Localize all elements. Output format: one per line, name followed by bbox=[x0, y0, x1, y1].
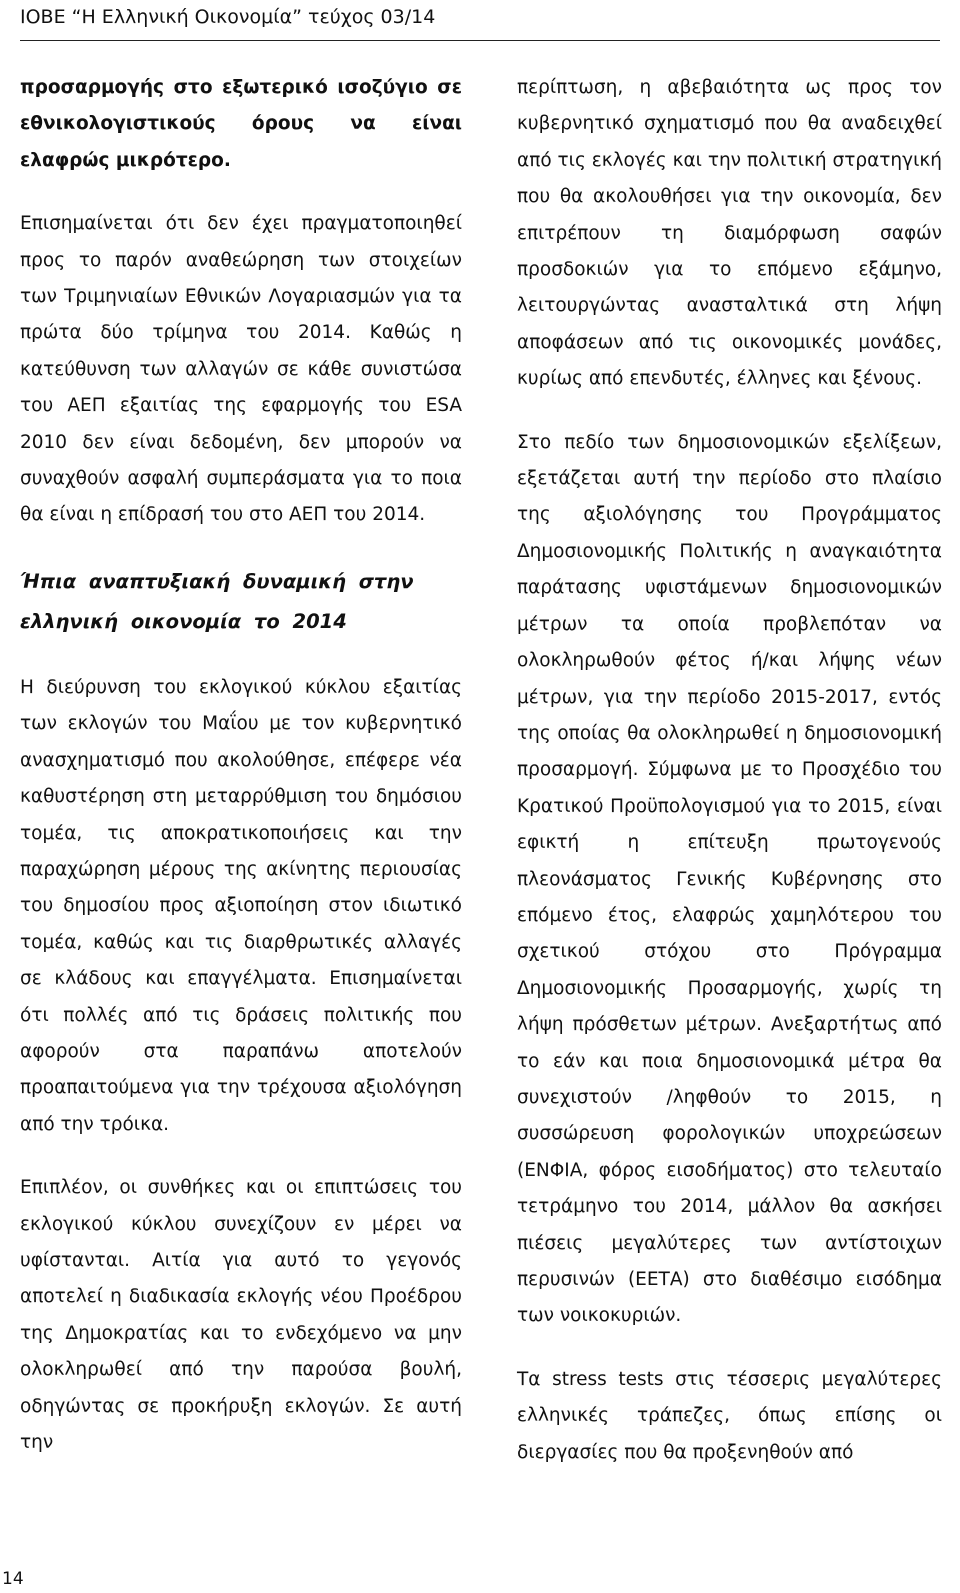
header-divider bbox=[20, 40, 940, 41]
running-header: ΙΟΒΕ “Η Ελληνική Οικονομία” τεύχος 03/14 bbox=[20, 6, 436, 28]
body-paragraph: Η διεύρυνση του εκλογικού κύκλου εξαιτίας των εκλογών του Μαΐου με τον κυβερνητικό ανασχηματισμό που ακολούθησε, επέφερε νέα καθυστέρηση στη μεταρρύθμιση του δημόσιου τομέα, τις αποκρατικοποιήσεις και την παραχώρηση μέρους της ακίνητης περιουσίας του δημοσίου προς αξιοποίηση στον ιδιωτικό τομέα, καθώς και τις διαρθρωτικές αλλαγές σε κλάδους και επαγγέλματα. Επισημαίνεται ότι πολλές από τις δράσεις πολιτικής που αφορούν στα παραπάνω αποτελούν προαπαιτούμενα για την τρέχουσα αξιολόγηση από την τρόικα. bbox=[20, 676, 462, 1135]
body-paragraph: Επισημαίνεται ότι δεν έχει πραγματοποιηθεί προς το παρόν αναθεώρηση των στοιχείων των Τριμηνιαίων Εθνικών Λογαριασμών για τα πρώτα δύο τρίμηνα του 2014. Καθώς η κατεύθυνση των αλλαγών σε κάθε συνιστώσα του ΑΕΠ εξαιτίας της εφαρμογής του ESA 2010 δεν είναι δεδομένη, δεν μπορούν να συναχθούν ασφαλή συμπεράσματα για το ποια θα είναι η επίδρασή του στο ΑΕΠ του 2014. bbox=[20, 213, 462, 526]
section-heading: Ήπια αναπτυξιακή δυναμική στην ελληνική οικονομία το 2014 bbox=[20, 569, 414, 633]
body-paragraph: Στο πεδίο των δημοσιονομικών εξελίξεων, εξετάζεται αυτή την περίοδο στο πλαίσιο της αξιολόγησης του Προγράμματος Δημοσιονομικής Πολιτικής η αναγκαιότητα παράτασης υφιστάμενων δημοσιονομικών μέτρων τα οποία προβλεπόταν να ολοκληρωθούν φέτος ή/και λήψης νέων μέτρων, για την περίοδο 2015-2017, εντός της οποίας θα ολοκληρωθεί η δημοσιονομική προσαρμογή. Σύμφωνα με το Προσχέδιο του Κρατικού Προϋπολογισμού για το 2015, είναι εφικτή η επίτευξη πρωτογενούς πλεονάσματος Γενικής Κυβέρνησης στο επόμενο έτος, ελαφρώς χαμηλότερου του σχετικού στόχου στο Πρόγραμμα Δημοσιονομικής Προσαρμογής, χωρίς τη λήψη πρόσθετων μέτρων. Ανεξαρτήτως από το εάν και ποια δημοσιονομικά μέτρα θα συνεχιστούν /ληφθούν το 2015, η συσσώρευση φορολογικών υποχρεώσεων (ΕΝΦΙΑ, φόρος εισοδήματος) στο τελευταίο τετράμηνο του 2014, μάλλον θα ασκήσει πιέσεις μεγαλύτερες των αντίστοιχων περυσινών (ΕΕΤΑ) στο διαθέσιμο εισόδημα των νοικοκυριών. bbox=[517, 431, 942, 1327]
lead-paragraph: προσαρμογής στο εξωτερικό ισοζύγιο σε εθνικολογιστικούς όρους να είναι ελαφρώς μικρότερο. bbox=[20, 77, 462, 171]
body-paragraph: περίπτωση, η αβεβαιότητα ως προς τον κυβερνητικό σχηματισμό που θα αναδειχθεί από τις εκλογές και την πολιτική στρατηγική που θα ακολουθήσει για την οικονομία, δεν επιτρέπουν τη διαμόρφωση σαφών προσδοκιών για το επόμενο εξάμηνο, λειτουργώντας ανασταλτικά στη λήψη αποφάσεων από τις οικονομικές μονάδες, κυρίως από επενδυτές, έλληνες και ξένους. bbox=[517, 77, 942, 390]
right-column bbox=[517, 70, 942, 1471]
page-number: 14 bbox=[2, 1569, 24, 1589]
body-paragraph: Τα stress tests στις τέσσερις μεγαλύτερες ελληνικές τράπεζες, όπως επίσης οι διεργασίες που θα προξενηθούν από bbox=[517, 1368, 942, 1463]
body-paragraph: Επιπλέον, οι συνθήκες και οι επιπτώσεις του εκλογικού κύκλου συνεχίζουν εν μέρει να υφίστανται. Αιτία για αυτό το γεγονός αποτελεί η διαδικασία εκλογής νέου Προέδρου της Δημοκρατίας και το ενδεχόμενο να μην ολοκληρωθεί από την παρούσα βουλή, οδηγώντας σε προκήρυξη εκλογών. Σε αυτή την bbox=[20, 1177, 462, 1453]
left-column bbox=[20, 70, 462, 1461]
